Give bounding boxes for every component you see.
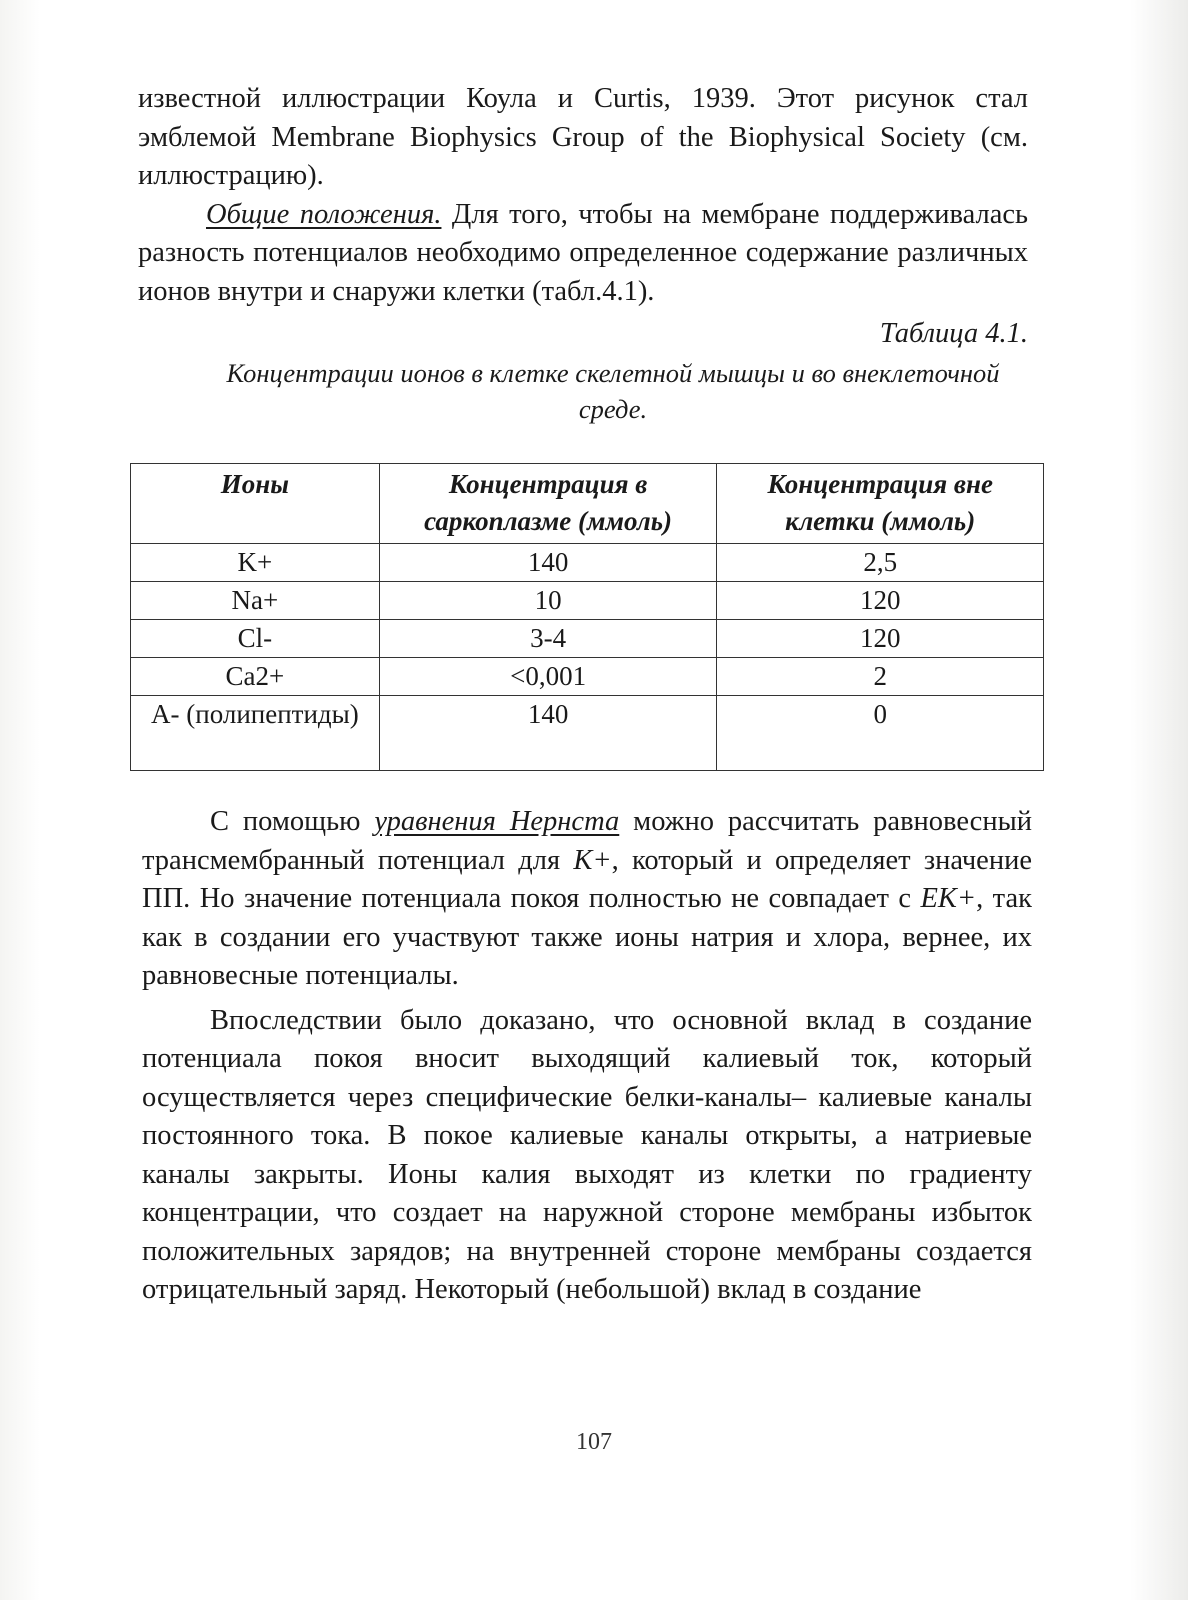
table-row: [131, 658, 1044, 696]
ion-symbol: K+: [573, 844, 612, 876]
ion-concentration-table: [130, 463, 1044, 771]
cell-ion: K+: [131, 544, 380, 582]
text-run: , который и определяет значение ПП. Но значение потенциала покоя полностью не совпадает с: [142, 844, 1032, 914]
text-run: С помощью: [210, 806, 375, 837]
header-ions: Ионы: [131, 464, 380, 544]
cell-ion: Na+: [131, 582, 380, 620]
table-row: [131, 582, 1044, 620]
cell-outside: 2: [717, 658, 1044, 696]
cell-inside: 10: [379, 582, 717, 620]
page-number: 107: [576, 1429, 612, 1455]
text-run: можно рассчитать равновесный трансмембранный потенциал для: [142, 806, 1032, 876]
table-row: [131, 696, 1044, 771]
upper-text-block: [138, 80, 1028, 427]
ion-symbol: EK+: [920, 883, 977, 914]
table-caption: Концентрации ионов в клетке скелетной мышцы и во внеклеточной среде.: [226, 358, 1000, 424]
cell-inside: 3-4: [379, 620, 717, 658]
cell-ion: A- (полипептиды): [131, 696, 380, 771]
cell-outside: 2,5: [717, 544, 1044, 582]
nernst-equation-link: уравнения Нернста: [374, 806, 620, 837]
table-row: [131, 544, 1044, 582]
table-label: Таблица 4.1.: [879, 318, 1028, 349]
paragraph-intro: известной иллюстрации Коула и Curtis, 1939. Этот рисунок стал эмблемой Membrane Biophysics Group of the Biophysical Society (см. иллюстрацию).: [138, 83, 1028, 191]
table-header-row: [131, 464, 1044, 544]
cell-outside: 0: [717, 696, 1044, 771]
paragraph-text: Для того, чтобы на мембране поддерживалась разность потенциалов необходимо определенное содержание различных ионов внутри и снаружи клетки (табл.4.1).: [138, 198, 1028, 307]
cell-inside: 140: [379, 696, 717, 771]
cell-ion: Ca2+: [131, 658, 380, 696]
text-run: , так как в создании его участвуют также ионы натрия и хлора, вернее, их равновесные потенциалы.: [142, 883, 1032, 991]
cell-ion: Cl-: [131, 620, 380, 658]
table-row: [131, 620, 1044, 658]
paragraph-potassium-current: Впоследствии было доказано, что основной вклад в создание потенциала покоя вносит выходящий калиевый ток, который осуществляется через специфические белки-каналы– калиевые каналы постоянного тока. В покое калиевые каналы открыты, а натриевые каналы закрыты. Ионы калия выходят из клетки по градиенту концентрации, что создает на наружной стороне мембраны избыток положительных зарядов; на внутренней стороне мембраны создается отрицательный заряд. Некоторый (небольшой) вклад в создание: [142, 1004, 1032, 1305]
header-concentration-inside: Концентрация в саркоплазме (ммоль): [379, 464, 717, 544]
header-concentration-outside: Концентрация вне клетки (ммоль): [717, 464, 1044, 544]
lower-text-block: [142, 803, 1032, 1310]
section-heading: Общие положения.: [206, 198, 442, 230]
paragraph-nernst: [142, 803, 1032, 996]
paragraph-general-provisions: [138, 196, 1028, 312]
cell-outside: 120: [717, 582, 1044, 620]
cell-outside: 120: [717, 620, 1044, 658]
cell-inside: <0,001: [379, 658, 717, 696]
cell-inside: 140: [379, 544, 717, 582]
